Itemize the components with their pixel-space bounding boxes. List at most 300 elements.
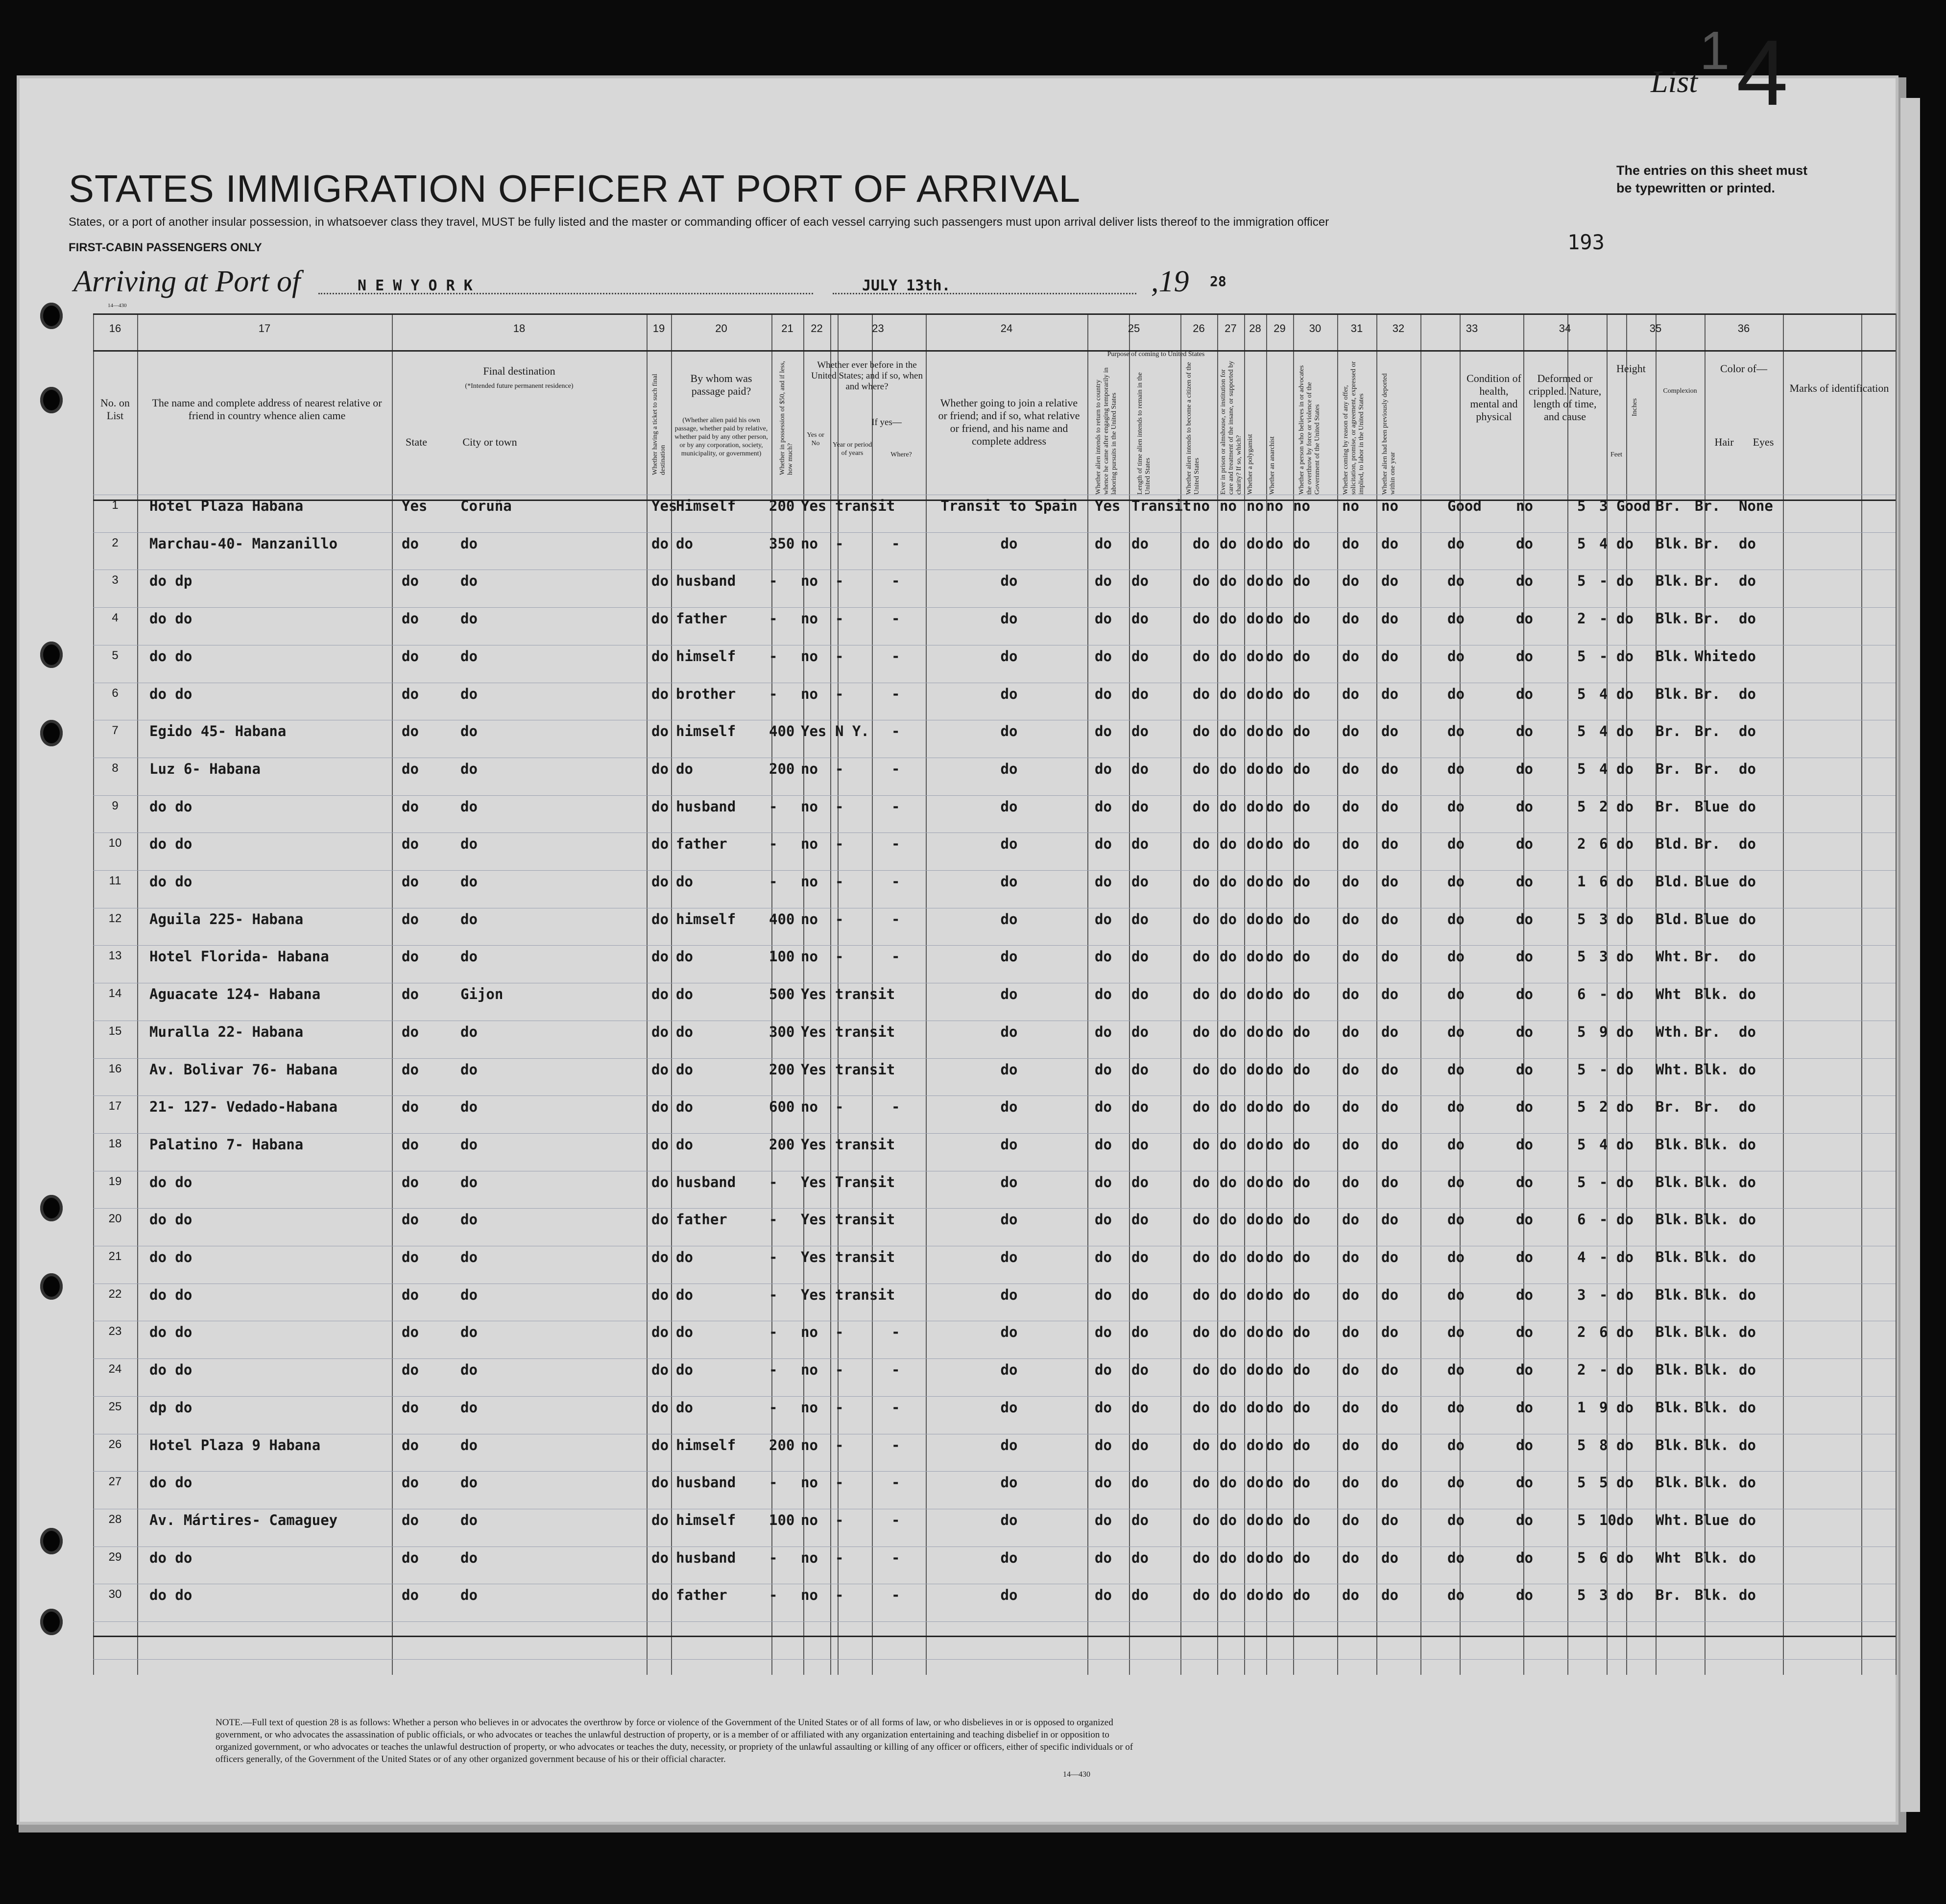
- header-c20-note: (Whether alien paid his own passage, whether paid by relative, whether paid by any other person, or by any corporation, society, municipality, or government): [674, 417, 768, 457]
- year-suffix: 28: [1210, 273, 1226, 289]
- cell-comp: do: [1616, 535, 1634, 552]
- cell-c27: do: [1266, 1173, 1283, 1190]
- header-c26: Whether a polygamist: [1247, 434, 1254, 495]
- cell-comp: do: [1616, 1436, 1634, 1453]
- cell-comp: do: [1616, 1023, 1634, 1040]
- cell-paid: do: [676, 535, 693, 552]
- date-value: JULY 13th.: [862, 277, 951, 294]
- cell-join: do: [1000, 1399, 1018, 1416]
- cell-year: -: [835, 1474, 844, 1491]
- cell-c30: do: [1381, 1511, 1398, 1528]
- cell-addr: do do: [149, 1587, 192, 1604]
- cell-ticket: do: [651, 986, 669, 1003]
- cell-c29: do: [1342, 1361, 1359, 1379]
- cell-ticket: do: [651, 1286, 669, 1303]
- cell-year: -: [835, 910, 844, 928]
- cell-comp: do: [1616, 1286, 1634, 1303]
- cell-c29: do: [1342, 1587, 1359, 1604]
- cell-p3: do: [1193, 1436, 1210, 1453]
- cell-state: do: [402, 1249, 419, 1265]
- header-c35: Color of—: [1720, 362, 1767, 375]
- cell-c30: do: [1381, 1436, 1398, 1453]
- column-rule: [137, 313, 138, 1675]
- cell-c29: do: [1342, 798, 1359, 815]
- header-c23: Whether going to join a relative or friend; and if so, what relative or friend, and his name and complete address: [938, 397, 1080, 447]
- cell-c28: do: [1293, 1436, 1310, 1453]
- cell-health: do: [1447, 1211, 1465, 1228]
- cell-state: do: [402, 948, 419, 965]
- cell-year: N Y.: [835, 723, 869, 740]
- cell-health: do: [1447, 873, 1465, 890]
- cell-where: -: [891, 723, 900, 740]
- header-c18: Final destination: [483, 365, 555, 377]
- row-rule: [93, 795, 1896, 796]
- cell-addr: do do: [149, 1324, 192, 1341]
- cell-p3: do: [1193, 835, 1210, 853]
- cell-c28: do: [1293, 760, 1310, 777]
- header-c33-feet: Feet: [1610, 451, 1623, 458]
- cell-state: do: [402, 1549, 419, 1566]
- cell-year: -: [835, 1324, 844, 1341]
- cell-paid: brother: [676, 685, 736, 702]
- cell-c26: do: [1247, 1136, 1264, 1153]
- cell-eyes: Blk.: [1695, 1173, 1729, 1190]
- cell-c27: no: [1266, 498, 1283, 514]
- cell-money: -: [769, 1173, 778, 1190]
- cell-before: no: [801, 1511, 818, 1528]
- column-rule: [830, 313, 831, 1675]
- cell-c29: do: [1342, 535, 1359, 552]
- row-rule: [93, 607, 1896, 608]
- cell-c30: do: [1381, 1399, 1398, 1416]
- cell-city: do: [460, 1249, 478, 1265]
- cell-p2: do: [1131, 1361, 1149, 1379]
- cell-c25: do: [1220, 610, 1237, 627]
- cell-hair: Wth.: [1656, 1023, 1690, 1040]
- cell-paid: husband: [676, 798, 736, 815]
- cell-p1: do: [1095, 873, 1112, 890]
- cell-p1: do: [1095, 1211, 1112, 1228]
- cell-money: -: [769, 1249, 778, 1265]
- cell-where: -: [891, 910, 900, 928]
- cell-marks: do: [1739, 1511, 1756, 1528]
- cell-in: 2: [1599, 1098, 1608, 1116]
- cell-c25: do: [1220, 535, 1237, 552]
- cell-health: Good: [1447, 498, 1482, 514]
- row-number: 10: [108, 836, 122, 850]
- cell-year: -: [835, 948, 844, 965]
- cell-p2: do: [1131, 1474, 1149, 1491]
- cell-in: 4: [1599, 760, 1608, 777]
- cell-comp: do: [1616, 1361, 1634, 1379]
- cell-p3: do: [1193, 572, 1210, 590]
- cell-paid: husband: [676, 1173, 736, 1190]
- cell-city: do: [460, 1587, 478, 1604]
- cell-deform: do: [1516, 1361, 1533, 1379]
- cell-before: no: [801, 760, 818, 777]
- punch-hole: [40, 1273, 63, 1300]
- row-rule: [93, 1358, 1896, 1359]
- cell-health: do: [1447, 535, 1465, 552]
- cell-paid: do: [676, 1098, 693, 1116]
- punch-hole: [40, 1195, 63, 1221]
- row-number: 13: [108, 949, 122, 963]
- column-rule: [1567, 313, 1568, 1675]
- cell-before: no: [801, 835, 818, 853]
- cell-ticket: do: [651, 1211, 669, 1228]
- cell-where: -: [891, 685, 900, 702]
- cell-hair: Wht.: [1656, 1511, 1690, 1528]
- cell-addr: Luz 6- Habana: [149, 760, 261, 777]
- cell-paid: himself: [676, 647, 736, 665]
- cabin-class: FIRST-CABIN PASSENGERS ONLY: [69, 241, 262, 254]
- row-number: 24: [108, 1362, 122, 1376]
- cell-join: do: [1000, 723, 1018, 740]
- cell-year: transit: [835, 1211, 895, 1228]
- cell-marks: do: [1739, 873, 1756, 890]
- cell-c29: do: [1342, 760, 1359, 777]
- cell-year: -: [835, 835, 844, 853]
- header-c22-yes: If yes—: [871, 417, 902, 428]
- cell-join: do: [1000, 760, 1018, 777]
- cell-c28: do: [1293, 873, 1310, 890]
- subtitle: States, or a port of another insular possession, in whatsoever class they travel, MUST be fully listed and the master or commanding officer of each vessel carrying such passengers must upon arrival deliver lists thereof to the immigration officer: [69, 215, 1329, 229]
- cell-c25: do: [1220, 910, 1237, 928]
- cell-city: do: [460, 798, 478, 815]
- cell-p2: do: [1131, 1436, 1149, 1453]
- cell-p3: no: [1193, 498, 1210, 514]
- cell-p3: do: [1193, 610, 1210, 627]
- cell-c30: do: [1381, 1286, 1398, 1303]
- cell-c26: do: [1247, 1436, 1264, 1453]
- cell-c28: do: [1293, 1361, 1310, 1379]
- cell-c28: do: [1293, 1511, 1310, 1528]
- cell-marks: do: [1739, 910, 1756, 928]
- cell-paid: Himself: [676, 498, 736, 514]
- cell-health: do: [1447, 948, 1465, 965]
- cell-deform: do: [1516, 1211, 1533, 1228]
- column-number: 34: [1559, 322, 1571, 334]
- cell-c27: do: [1266, 572, 1283, 590]
- column-number: 16: [109, 322, 121, 334]
- cell-before: Yes: [801, 498, 827, 514]
- cell-addr: do do: [149, 1211, 192, 1228]
- cell-ticket: do: [651, 572, 669, 590]
- cell-c30: do: [1381, 798, 1398, 815]
- cell-c25: do: [1220, 986, 1237, 1003]
- cell-c25: do: [1220, 760, 1237, 777]
- cell-in: 2: [1599, 798, 1608, 815]
- cell-addr: do dp: [149, 572, 192, 590]
- cell-addr: do do: [149, 685, 192, 702]
- cell-comp: do: [1616, 873, 1634, 890]
- cell-money: -: [769, 572, 778, 590]
- cell-in: -: [1599, 1361, 1608, 1379]
- cell-c29: do: [1342, 1023, 1359, 1040]
- cell-year: -: [835, 760, 844, 777]
- cell-c29: do: [1342, 1173, 1359, 1190]
- cell-c29: do: [1342, 572, 1359, 590]
- cell-join: do: [1000, 1361, 1018, 1379]
- cell-marks: do: [1739, 835, 1756, 853]
- cell-health: do: [1447, 1286, 1465, 1303]
- cell-c25: do: [1220, 647, 1237, 665]
- cell-c26: no: [1247, 498, 1264, 514]
- cell-deform: do: [1516, 1286, 1533, 1303]
- cell-where: -: [891, 1324, 900, 1341]
- cell-ft: 5: [1577, 948, 1586, 965]
- cell-c27: do: [1266, 1511, 1283, 1528]
- cell-health: do: [1447, 1587, 1465, 1604]
- cell-c30: do: [1381, 1023, 1398, 1040]
- cell-comp: do: [1616, 1549, 1634, 1566]
- cell-deform: do: [1516, 1436, 1533, 1453]
- cell-eyes: Blk.: [1695, 1549, 1729, 1566]
- cell-p3: do: [1193, 986, 1210, 1003]
- cell-p3: do: [1193, 1549, 1210, 1566]
- cell-in: 4: [1599, 723, 1608, 740]
- cell-join: do: [1000, 647, 1018, 665]
- cell-paid: father: [676, 835, 727, 853]
- cell-year: -: [835, 1587, 844, 1604]
- cell-c25: do: [1220, 685, 1237, 702]
- cell-city: do: [460, 1549, 478, 1566]
- cell-ft: 5: [1577, 1549, 1586, 1566]
- cell-ft: 5: [1577, 1061, 1586, 1078]
- header-c22-where: Where?: [890, 451, 912, 458]
- cell-ft: 5: [1577, 1136, 1586, 1153]
- cell-p3: do: [1193, 1324, 1210, 1341]
- cell-join: do: [1000, 1549, 1018, 1566]
- column-rule: [1337, 313, 1338, 1675]
- cell-state: do: [402, 798, 419, 815]
- cell-marks: do: [1739, 1587, 1756, 1604]
- cell-money: 600: [769, 1098, 795, 1116]
- cell-where: -: [891, 835, 900, 853]
- cell-hair: Br.: [1656, 760, 1682, 777]
- cell-ft: 3: [1577, 1286, 1586, 1303]
- cell-deform: no: [1516, 498, 1533, 514]
- cell-c29: do: [1342, 1511, 1359, 1528]
- cell-deform: do: [1516, 910, 1533, 928]
- cell-health: do: [1447, 1324, 1465, 1341]
- cell-join: do: [1000, 1324, 1018, 1341]
- cell-year: -: [835, 535, 844, 552]
- cell-addr: Palatino 7- Habana: [149, 1136, 304, 1153]
- cell-hair: Blk.: [1656, 1136, 1690, 1153]
- cell-year: -: [835, 798, 844, 815]
- cell-join: do: [1000, 1249, 1018, 1265]
- cell-paid: do: [676, 1361, 693, 1379]
- cell-city: do: [460, 1361, 478, 1379]
- cell-paid: himself: [676, 1511, 736, 1528]
- cell-join: do: [1000, 873, 1018, 890]
- typewritten-note: The entries on this sheet must be typewritten or printed.: [1616, 163, 1808, 195]
- cell-ft: 5: [1577, 1474, 1586, 1491]
- header-c17: The name and complete address of nearest relative or friend in country whence alien came: [152, 397, 382, 422]
- column-rule: [1783, 313, 1784, 1675]
- cell-addr: Av. Bolivar 76- Habana: [149, 1061, 338, 1078]
- cell-p2: do: [1131, 1023, 1149, 1040]
- cell-in: 8: [1599, 1436, 1608, 1453]
- cell-comp: do: [1616, 1098, 1634, 1116]
- cell-c28: do: [1293, 1173, 1310, 1190]
- cell-c26: do: [1247, 723, 1264, 740]
- cell-marks: None: [1739, 498, 1773, 514]
- cell-deform: do: [1516, 986, 1533, 1003]
- cell-where: -: [891, 572, 900, 590]
- row-number: 29: [108, 1550, 122, 1564]
- cell-c26: do: [1247, 572, 1264, 590]
- column-number: 27: [1225, 322, 1237, 334]
- column-rule: [1861, 313, 1862, 1675]
- cell-city: do: [460, 760, 478, 777]
- cell-deform: do: [1516, 1549, 1533, 1566]
- cell-c25: do: [1220, 948, 1237, 965]
- column-number: 26: [1193, 322, 1205, 334]
- cell-p1: do: [1095, 1587, 1112, 1604]
- cell-join: do: [1000, 685, 1018, 702]
- cell-year: -: [835, 873, 844, 890]
- cell-in: 4: [1599, 685, 1608, 702]
- cell-in: 9: [1599, 1023, 1608, 1040]
- cell-eyes: Blue: [1695, 798, 1729, 815]
- cell-c30: do: [1381, 535, 1398, 552]
- cell-health: do: [1447, 572, 1465, 590]
- cell-p2: do: [1131, 798, 1149, 815]
- cell-ticket: do: [651, 1399, 669, 1416]
- cell-state: do: [402, 1436, 419, 1453]
- cell-ticket: do: [651, 1436, 669, 1453]
- cell-money: -: [769, 1399, 778, 1416]
- column-number: 30: [1309, 322, 1321, 334]
- cell-hair: Blk.: [1656, 1249, 1690, 1265]
- row-number: 15: [108, 1024, 122, 1038]
- cell-marks: do: [1739, 685, 1756, 702]
- cell-year: -: [835, 1549, 844, 1566]
- cell-ticket: do: [651, 1511, 669, 1528]
- cell-paid: do: [676, 873, 693, 890]
- cell-paid: do: [676, 1399, 693, 1416]
- cell-eyes: Blk.: [1695, 1399, 1729, 1416]
- cell-p3: do: [1193, 1286, 1210, 1303]
- cell-hair: Blk.: [1656, 572, 1690, 590]
- cell-c25: do: [1220, 1173, 1237, 1190]
- cell-hair: Blk.: [1656, 535, 1690, 552]
- cell-money: -: [769, 1361, 778, 1379]
- row-number: 23: [108, 1325, 122, 1338]
- cell-c28: do: [1293, 723, 1310, 740]
- cell-paid: do: [676, 1023, 693, 1040]
- cell-in: -: [1599, 1286, 1608, 1303]
- cell-p1: do: [1095, 948, 1112, 965]
- cell-before: no: [801, 1436, 818, 1453]
- cell-c28: do: [1293, 1136, 1310, 1153]
- cell-addr: Marchau-40- Manzanillo: [149, 535, 338, 552]
- cell-p1: do: [1095, 1023, 1112, 1040]
- cell-city: do: [460, 572, 478, 590]
- cell-money: -: [769, 1549, 778, 1566]
- cell-in: -: [1599, 1061, 1608, 1078]
- column-number: 17: [258, 322, 271, 334]
- cell-p2: do: [1131, 610, 1149, 627]
- column-number: 28: [1249, 322, 1261, 334]
- cell-year: transit: [835, 1061, 895, 1078]
- cell-addr: Hotel Florida- Habana: [149, 948, 329, 965]
- cell-where: -: [891, 1474, 900, 1491]
- cell-join: do: [1000, 1061, 1018, 1078]
- cell-marks: do: [1739, 723, 1756, 740]
- cell-year: -: [835, 1098, 844, 1116]
- cell-eyes: Br.: [1695, 572, 1721, 590]
- cell-health: do: [1447, 1511, 1465, 1528]
- cell-p1: do: [1095, 1098, 1112, 1116]
- cell-money: 200: [769, 1136, 795, 1153]
- cell-p2: do: [1131, 685, 1149, 702]
- cell-c26: do: [1247, 1211, 1264, 1228]
- cell-c28: do: [1293, 835, 1310, 853]
- cell-deform: do: [1516, 535, 1533, 552]
- cell-c27: do: [1266, 1249, 1283, 1265]
- cell-paid: himself: [676, 1436, 736, 1453]
- cell-marks: do: [1739, 1249, 1756, 1265]
- cell-c25: do: [1220, 1399, 1237, 1416]
- row-number: 7: [112, 724, 119, 738]
- cell-money: 400: [769, 910, 795, 928]
- cell-eyes: Br.: [1695, 685, 1721, 702]
- cell-ticket: do: [651, 798, 669, 815]
- cell-marks: do: [1739, 1173, 1756, 1190]
- cell-state: do: [402, 1511, 419, 1528]
- punch-hole: [40, 642, 63, 668]
- cell-in: 3: [1599, 1587, 1608, 1604]
- cell-c28: do: [1293, 647, 1310, 665]
- header-c22-year: Year or period of years: [832, 441, 872, 457]
- cell-join: do: [1000, 1511, 1018, 1528]
- row-number: 16: [108, 1062, 122, 1075]
- cell-money: 200: [769, 498, 795, 514]
- cell-in: -: [1599, 572, 1608, 590]
- cell-deform: do: [1516, 1587, 1533, 1604]
- cell-addr: Hotel Plaza Habana: [149, 498, 304, 514]
- cell-before: Yes: [801, 1136, 827, 1153]
- cell-p1: do: [1095, 910, 1112, 928]
- cell-ticket: do: [651, 1587, 669, 1604]
- cell-eyes: Br.: [1695, 535, 1721, 552]
- cell-paid: do: [676, 1324, 693, 1341]
- cell-p2: do: [1131, 1286, 1149, 1303]
- cell-c28: do: [1293, 1587, 1310, 1604]
- cell-deform: do: [1516, 572, 1533, 590]
- column-number: 23: [872, 322, 884, 334]
- cell-ft: 1: [1577, 1399, 1586, 1416]
- cell-c29: do: [1342, 1249, 1359, 1265]
- cell-before: Yes: [801, 986, 827, 1003]
- cell-p3: do: [1193, 760, 1210, 777]
- cell-health: do: [1447, 1549, 1465, 1566]
- row-rule: [93, 350, 1896, 352]
- cell-marks: do: [1739, 1399, 1756, 1416]
- cell-c27: do: [1266, 1098, 1283, 1116]
- cell-c28: do: [1293, 910, 1310, 928]
- cell-deform: do: [1516, 835, 1533, 853]
- header-c28: Whether a person who believes in or advocates the overthrow by force or violence of the Government of the United States: [1298, 365, 1321, 495]
- cell-state: Yes: [402, 498, 428, 514]
- column-rule: [926, 313, 927, 1675]
- column-rule: [1217, 313, 1218, 1675]
- cell-state: do: [402, 1587, 419, 1604]
- cell-marks: do: [1739, 535, 1756, 552]
